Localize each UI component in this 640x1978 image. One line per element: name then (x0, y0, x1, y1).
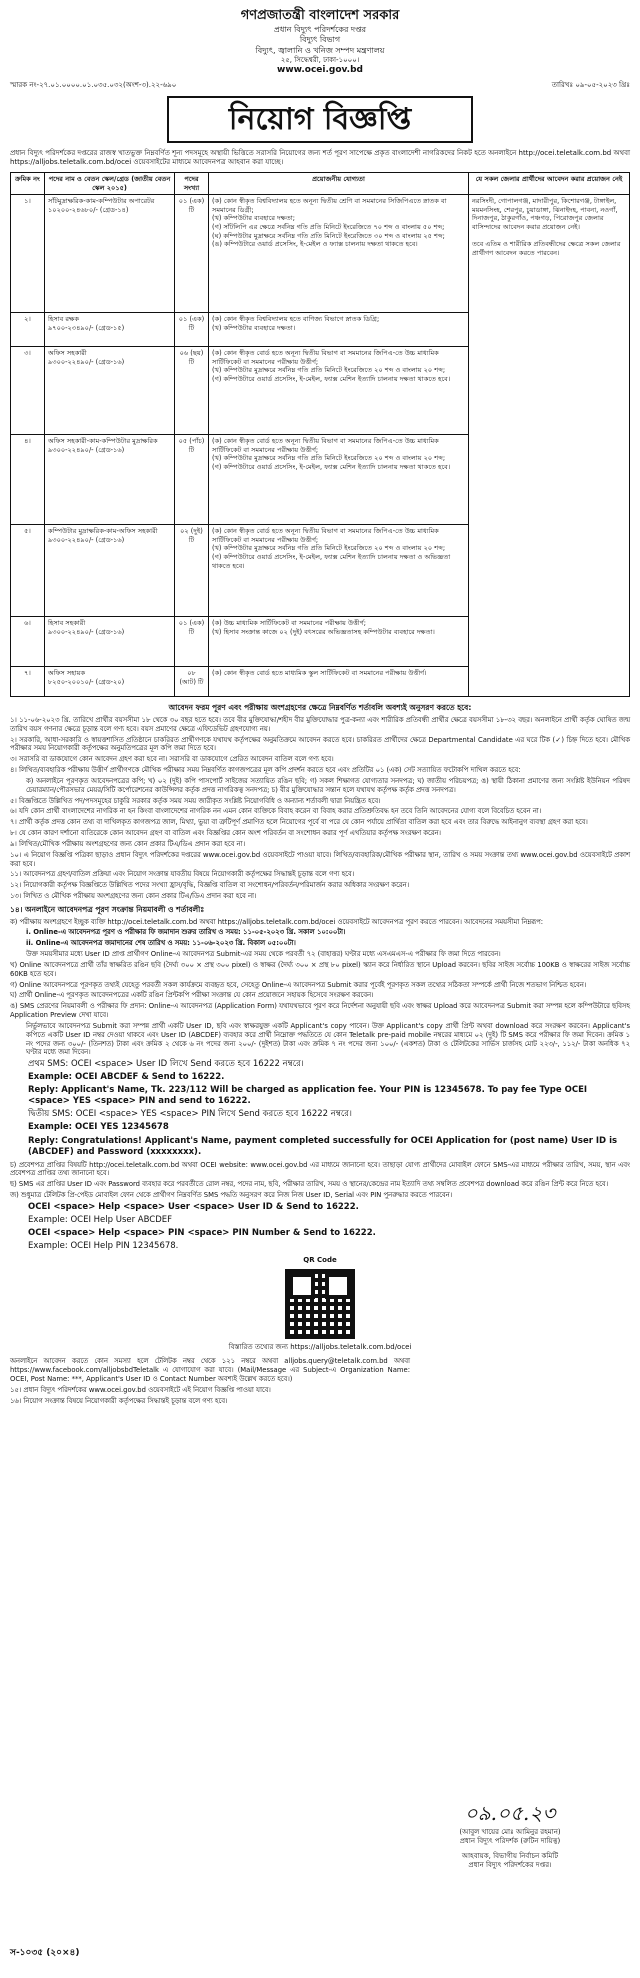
row-districts (469, 195, 630, 697)
list-item: নির্ভুলভাবে আবেদনপত্র Submit করা সম্পন্ন প্রার্থী একটি User ID, ছবি এবং স্বাক্ষরযুক্ত একটি Applicant's copy পাবেন। উক্ত Applicant's copy প্রার্থী প্রিন্ট অথবা download করে সংরক্ষণ করবেন। Applicant's কপিতে একটি User ID নম্বর দেওয়া থাকবে এবং User ID (ABCDEF) ব্যবহার করে প্রার্থী নিম্নোক্ত পদ্ধতিতে যে কোন Teletalk pre-paid mobile নম্বরের মাধ্যমে ০২ (দুই) টি SMS করে পরীক্ষার ফি জমা দিবেন। ক্রমিক ১ নং পদের জন্য ৩০০/- (তিনশত) টাকা এবং ক্রমিক ২ থেকে ৬ নং পদের জন্য ২০০/- (দুইশত) টাকা এবং ক্রমিক ৭ নং পদের জন্য ১০০/- (একশত) টাকা ও টেলিটকের সার্ভিস চার্জসহ মোট ২২৩/-, ১১২/- টাকা অনধিক ৭২ ঘণ্টার মধ্যে জমা দিবেন। (26, 1021, 630, 1057)
row-count: ০৫ (পাঁচ) টি (175, 435, 209, 525)
sms2-example: Example: OCEI YES 12345678 (28, 1122, 169, 1133)
row-post (45, 617, 175, 667)
list-item: ii. Online-এ আবেদনপত্র জমাদানের শেষ তারিখ ও সময়: ১১-০৬-২০২৩ খ্রি. বিকাল ০৫:০০টা। (26, 939, 296, 948)
post-name: হিসাব সহকারী (48, 619, 86, 628)
online-list (10, 918, 630, 1058)
govt-name: গণপ্রজাতন্ত্রী বাংলাদেশ সরকার (240, 8, 400, 23)
col-serial: ক্রমিক নং (11, 173, 45, 195)
row-post (45, 313, 175, 347)
post-scale: ৮২৫০-২০০১০/- (গ্রেড-২০) (48, 677, 125, 686)
row-count: ০১ (এক) টি (175, 313, 209, 347)
list-item: চ) প্রবেশপত্র প্রাপ্তির বিষয়টি http://ocei.teletalk.com.bd অথবা OCEI website: www.ocei.gov.bd এর মাধ্যমে জানানো হবে। তাছাড়া যোগ্য প্রার্থীদের মোবাইল ফোনে SMS-এর মাধ্যমে পরীক্ষার তারিখ, সময়, স্থান এবং প্রবেশপত্র প্রাপ্তির তথ্য জানানো হবে। (10, 1160, 630, 1178)
post-scale: ১০২০০-২৪৬৮০/- (গ্রেড-১৪) (48, 205, 129, 214)
row-serial: ৭। (11, 667, 45, 697)
conditions-list (10, 716, 630, 901)
posts-table-header (11, 173, 630, 195)
row-count: ০৬ (ছয়) টি (175, 347, 209, 435)
list-item: ছ) SMS এর প্রাপ্তির User ID এবং Password ব্যবহার করে পরবর্তীতে রোল নম্বর, পদের নাম, ছবি, পরীক্ষার তারিখ, সময় ও স্থানের/কেন্দ্রের নাম ইত্যাদি তথ্য সম্বলিত প্রবেশপত্র download করে রঙিন প্রিন্ট করে নিতে হবে। (10, 1180, 609, 1189)
post-name: সাঁটমুদ্রাক্ষরিক-কাম-কম্পিউটার অপারেটর (48, 197, 155, 206)
row-count: ০১ (এক) টি (175, 195, 209, 313)
post-scale: ৯৩০০-২২৪৯০/- (গ্রেড-১৬) (48, 535, 125, 544)
online-list-2 (10, 1161, 630, 1200)
row-serial: ১। (11, 195, 45, 313)
memo-date: তারিখঃ ০৯-০৫-২০২৩ খ্রিঃ (551, 80, 630, 89)
row-post (45, 435, 175, 525)
list-item: ৩। সরাসরি বা ডাকযোগে কোন আবেদন গ্রহণ করা হবে না। সরাসরি বা ডাকযোগে প্রেরিত আবেদন বাতিল বলে গণ্য হবে। (10, 755, 334, 764)
col-post-name: পদের নাম ও বেতন স্কেল/গ্রেড (জাতীয় বেতন স্কেল ২০১৫) (45, 173, 175, 195)
ministry-name: বিদ্যুৎ, জ্বালানি ও খনিজ সম্পদ মন্ত্রণালয় (255, 45, 385, 55)
post-name: অফিস সহকারী-কাম-কম্পিউটার মুদ্রাক্ষরিক (48, 437, 158, 446)
row-count: ০২ (দুই) টি (175, 525, 209, 617)
footer-code: স-১০৩৫ (২০×৪) (10, 1948, 80, 1959)
division-name: বিদ্যুৎ বিভাগ (299, 35, 341, 45)
header (10, 8, 630, 77)
list-item: ঙ) SMS প্রেরণের নিয়মাবলী ও পরীক্ষার ফি প্রদান: Online-এ আবেদনপত্র (Application Form) যথাযথভাবে পূরণ করে নির্দেশনা অনুযায়ী ছবি এবং স্বাক্ষর Upload করে আবেদনপত্র Submit করা সম্পন্ন হলে কম্পিউটারে ছবিসহ Application Preview দেখা যাবে। (10, 1002, 630, 1020)
row-qualification: (ক) কোন স্বীকৃত বোর্ড হতে অনূন্য দ্বিতীয় বিভাগ বা সমমানের জিপিএ-তে উচ্চ মাধ্যমিক সার্টিফিকেট বা সমমানের পরীক্ষায় উত্তীর্ণ; (খ) কম্পিউটার মুদ্রাক্ষরে সর্বনিম্ন গতি প্রতি মিনিটে ইংরেজিতে ২০ শব্দ ও বাংলায় ২০ শব্দ; (গ) কম্পিউটারে ওয়ার্ড প্রসেসিং, ই-মেইল, ফ্যাক্স মেশিন ইত্যাদি চালনায় দক্ষতা থাকতে হবে। (209, 347, 469, 435)
signatory-committee: আহবায়ক, বিভাগীয় নির্বাচন কমিটি (461, 1852, 559, 1861)
post-scale: ৯৩০০-২২৪৯০/- (গ্রেড-১৬) (48, 627, 125, 636)
excluded-districts: নরসিংদী, গোপালগঞ্জ, মাদারীপুর, কিশোরগঞ্জ, টাঙ্গাইল, ময়মনসিংহ, শেরপুর, চুয়াডাঙ্গা, ঝিনাইদহ, পাবনা, নওগাঁ, দিনাজপুর, ঠাকুরগাঁও, পঞ্চগড়, পিরোজপুর জেলার বাসিন্দাদের আবেদন করার প্রয়োজন নেই। (472, 197, 618, 231)
office-name: প্রধান বিদ্যুৎ পরিদর্শকের দপ্তর (273, 24, 367, 34)
col-qualification: প্রয়োজনীয় যোগ্যতা (209, 173, 469, 195)
list-item: ক) অনলাইনে পূরণকৃত আবেদনপত্রের কপি; খ) ০২ (দুই) কপি পাসপোর্ট সাইজের সত্যায়িত রঙিন ছবি; গ) সকল শিক্ষাগত যোগ্যতার সনদপত্র; ঘ) জাতীয় পরিচয়পত্র; ঙ) স্থায়ী ঠিকানা প্রমাণের জন্য সংশ্লিষ্ট ইউনিয়ন পরিষদ চেয়ারম্যান/পৌরসভার মেয়র/সিটি কর্পোরেশনের কাউন্সিলর কর্তৃক প্রদত্ত নাগরিকত্ব সনদপত্র; চ) বীর মুক্তিযোদ্ধার সন্তান হলে যথাযথ কর্তৃপক্ষ কর্তৃক প্রদত্ত সনদপত্র। (26, 776, 630, 794)
list-item: ৭। প্রার্থী কর্তৃক প্রদত্ত কোন তথ্য বা দাখিলকৃত কাগজপত্র জাল, মিথ্যা, ভুয়া বা ত্রুটিপূর্ণ প্রমাণিত হলে নিয়োগের পূর্বে বা পরে যে কোন পর্যায়ে প্রার্থিতা বাতিল করা হবে এবং তার বিরুদ্ধে আইনানুগ ব্যবস্থা গ্রহণ করা হবে। (10, 818, 588, 827)
list-item: ক) পরীক্ষায় অংশগ্রহণে ইচ্ছুক ব্যক্তি http://ocei.teletalk.com.bd অথবা https://alljobs.teletalk.com.bd/ocei ওয়েবসাইটে আবেদনপত্র পূরণ করতে পারবেন। আবেদনের সময়সীমা নিম্নরূপ: (10, 917, 543, 926)
list-item: ২। সরকারি, আধা-সরকারি ও স্বায়ত্তশাসিত প্রতিষ্ঠানে চাকরিরত প্রার্থীগণকে যথাযথ কর্তৃপক্ষের অনুমতিক্রমে আবেদন করতে হবে। চাকরিরত প্রার্থীদের ক্ষেত্রে Departmental Candidate এর ঘরে টিক (✓) চিহ্ন দিতে হবে। মৌখিক পরীক্ষার সময় নিয়োগকারী কর্তৃপক্ষের অনুমতিপত্রের মূল কপি জমা দিতে হবে। (10, 735, 630, 753)
signature-block (410, 1800, 610, 1870)
col-post-count: পদের সংখ্যা (175, 173, 209, 195)
footer-notes (10, 1357, 410, 1405)
reference-row (10, 81, 630, 90)
list-item: ৪। লিখিত/ব্যবহারিক পরীক্ষায় উত্তীর্ণ প্রার্থীগণকে মৌখিক পরীক্ষার সময় নিম্নবর্ণিত কাগজপত্রের মূল কপি প্রদর্শন করতে হবে এবং প্রতিটির ০১ (এক) সেট সত্যায়িত ফটোকপি দাখিল করতে হবে: (10, 766, 521, 775)
memo-number: স্মারক নং-২৭.০১.০০০০.০১.০৩৫.০৩২(অংশ-৩).২২-৬৯০ (10, 80, 177, 89)
title-wrap (10, 96, 630, 143)
row-qualification: (ক) উচ্চ মাধ্যমিক সার্টিফিকেট বা সমমানের পরীক্ষায় উত্তীর্ণ; (খ) হিসাব সংক্রান্ত কাজে ০২ (দুই) বৎসরের অভিজ্ঞতাসহ কম্পিউটার ব্যবহারে দক্ষতা। (209, 617, 469, 667)
list-item: ৯। লিখিত/মৌখিক পরীক্ষায় অংশগ্রহণের জন্য কোন প্রকার টিএ/ডিএ প্রদান করা হবে না। (10, 839, 246, 848)
row-count: ০১ (এক) টি (175, 617, 209, 667)
list-item: ১। ১১-০৬-২০২৩ খ্রি. তারিখে প্রার্থীর বয়সসীমা ১৮ থেকে ৩০ বছর হতে হবে। তবে বীর মুক্তিযোদ্ধা/শহীদ বীর মুক্তিযোদ্ধার পুত্র-কন্যা এবং শারীরিক প্রতিবন্ধী প্রার্থীর ক্ষেত্রে বয়সসীমা ১৮-৩২ বছর। অনলাইনে প্রার্থী কর্তৃক ঘোষিত জন্ম তারিখ বয়স গণনার ক্ষেত্রে চূড়ান্ত বলে গণ্য হবে। বয়স প্রমাণের ক্ষেত্রে এফিডেভিট গ্রহণযোগ্য নয়। (10, 716, 630, 733)
signatory-office: প্রধান বিদ্যুৎ পরিদর্শকের দপ্তর। (468, 1861, 552, 1870)
list-item: উক্ত সময়সীমার মধ্যে User ID প্রাপ্ত প্রার্থীগণ Online-এ আবেদনপত্র Submit-এর সময় থেকে পরবর্তী ৭২ (বাহাত্তর) ঘণ্টার মধ্যে এসএমএস-এ পরীক্ষার ফি জমা দিতে পারবেন। (26, 950, 501, 959)
sms1-example: Example: OCEI ABCDEF & Send to 16222. (28, 1072, 225, 1083)
help-pin-sms: OCEI <space> Help <space> PIN <space> PIN Number & Send to 16222. (28, 1228, 376, 1239)
list-item: ৮। যে কোন কারণ দর্শানো ব্যতিরেকে কোন আবেদন গ্রহণ বা বাতিল এবং বিজ্ঞপ্তির কোন অংশ পরিবর্তন বা সংশোধন করার পূর্ণ এখতিয়ার কর্তৃপক্ষ সংরক্ষণ করেন। (10, 829, 441, 838)
list-item: ১১। আবেদনপত্র গ্রহণ/বাতিল প্রক্রিয়া এবং নিয়োগ সংক্রান্ত যাবতীয় বিষয়ে নিয়োগকারী কর্তৃপক্ষের সিদ্ধান্তই চূড়ান্ত বলে গণ্য হবে। (10, 870, 355, 879)
list-item: ১৬। নিয়োগ সংক্রান্ত বিষয়ে নিয়োগকারী কর্তৃপক্ষের সিদ্ধান্তই চূড়ান্ত বলে গণ্য হবে। (10, 1396, 228, 1405)
signature-mark: ০৯.০৫.২৩ (464, 1801, 556, 1825)
post-scale: ৯৩০০-২২৪৯০/- (গ্রেড-১৬) (48, 445, 125, 454)
post-scale: ৯৭০০-২৩৪৯০/- (গ্রেড-১৫) (48, 323, 125, 332)
row-post (45, 195, 175, 313)
sms1-label: প্রথম SMS: OCEI <space> User ID লিখে Send করতে হবে 16222 নম্বরে। (28, 1059, 304, 1070)
row-serial: ২। (11, 313, 45, 347)
post-scale: ৯৩০০-২২৪৯০/- (গ্রেড-১৬) (48, 357, 125, 366)
qr-label: QR Code (303, 1256, 337, 1265)
post-name: কম্পিউটার মুদ্রাক্ষরিক-কাম-অফিস সহকারী (48, 527, 158, 536)
row-qualification: (ক) কোন স্বীকৃত বোর্ড হতে অনূন্য দ্বিতীয় বিভাগ বা সমমানের জিপিএ-তে উচ্চ মাধ্যমিক সার্টিফিকেট বা সমমানের পরীক্ষায় উত্তীর্ণ; (খ) কম্পিউটার মুদ্রাক্ষরে সর্বনিম্ন গতি প্রতি মিনিটে ইংরেজিতে ২০ শব্দ ও বাংলায় ২০ শব্দ; (গ) কম্পিউটারে ওয়ার্ড প্রসেসিং, ই-মেইল, ফ্যাক্স মেশিন ইত্যাদি চালনায় দক্ষতা থাকতে হবে। (209, 435, 469, 525)
row-qualification: (ক) কোন স্বীকৃত বোর্ড হতে অনূন্য দ্বিতীয় বিভাগ বা সমমানের জিপিএ-তে উচ্চ মাধ্যমিক সার্টিফিকেট বা সমমানের পরীক্ষায় উত্তীর্ণ; (খ) কম্পিউটার মুদ্রাক্ষরে সর্বনিম্ন গতি প্রতি মিনিটে ইংরেজিতে ২০ শব্দ ও বাংলায় ২০ শব্দ; (গ) কম্পিউটারে ওয়ার্ড প্রসেসিং, ই-মেইল, ফ্যাক্স মেশিন ইত্যাদি চালনায় দক্ষতা ও অভিজ্ঞতা থাকতে হবে। (209, 525, 469, 617)
intro-text: প্রধান বিদ্যুৎ পরিদর্শকের দপ্তরের রাজস্ব খাতভুক্ত নিম্নবর্ণিত শূন্য পদসমূহে অস্থায়ী ভিত্তিতে সরাসরি নিয়োগের জন্য শর্ত পূরণ সাপেক্ষে প্রকৃত বাংলাদেশী নাগরিকদের নিকট হতে অনলাইনে http://ocei.teletalk.com.bd অথবা https://alljobs.teletalk.com.bd/ocei ওয়েবসাইটের মাধ্যমে আবেদনপত্র আহবান করা যাচ্ছে। (10, 148, 630, 167)
list-item: গ) Online আবেদনপত্রে পূরণকৃত তথ্যই যেহেতু পরবর্তী সকল কার্যক্রমে ব্যবহৃত হবে, সেহেতু Online-এ আবেদনপত্র Submit করার পূর্বেই পূরণকৃত সকল তথ্যের সঠিকতা সম্পর্কে প্রার্থী নিজে শতভাগ নিশ্চিত হবেন। (10, 980, 587, 989)
post-name: হিসাব রক্ষক (48, 315, 79, 324)
list-item: ৬। যদি কোন প্রার্থী বাংলাদেশের নাগরিক না হন কিংবা বাংলাদেশের নাগরিক নন এমন কোন ব্যক্তিকে বিবাহ করেন বা বিবাহ করার প্রতিশ্রুতিবদ্ধ হন তবে তিনি আবেদনের যোগ্য বলে বিবেচিত হবেন না। (10, 807, 542, 816)
list-item: ৫। বিজ্ঞপ্তিতে উল্লিখিত পদ/পদসমূহের চাকুরি সরকার কর্তৃক সময় সময় জারীকৃত সংশ্লিষ্ট নিয়োগবিধি ও অন্যান্য শর্তাবলী দ্বারা নিয়ন্ত্রিত হবে। (10, 796, 381, 805)
list-item: অনলাইনে আবেদন করতে কোন সমস্যা হলে টেলিটক নম্বর থেকে ১২১ নম্বরে অথবা alljobs.query@teletalk.com.bd অথবা https://www.facebook.com/alljobsbdTeletalk এ যোগাযোগ করা যাবে। (Mail/Message এর Subject-এ Organization Name: OCEI, Post Name: ***, Applicant's User ID ও Contact Number অবশ্যই উল্লেখ করতে হবে।) (10, 1357, 410, 1383)
sms1-reply: Reply: Applicant's Name, Tk. 223/112 Will be charged as application fee. Your PIN is 12345678. To pay fee Type OCEI <space> YES <space> PIN and send to 16222. (28, 1085, 588, 1107)
row-post (45, 525, 175, 617)
list-item: ১০। এ নিয়োগ বিজ্ঞপ্তি পত্রিকা ছাড়াও প্রধান বিদ্যুৎ পরিদর্শকের দপ্তরের www.ocei.gov.bd ওয়েবসাইটে পাওয়া যাবে। লিখিত/ব্যবহারিক/মৌখিক পরীক্ষার স্থান, তারিখ ও সময় সংক্রান্ত তথ্য www.ocei.gov.bd ওয়েবসাইটে প্রকাশ করা হবে। (10, 850, 630, 868)
list-item: ১২। নিয়োগকারী কর্তৃপক্ষ বিজ্ঞপ্তিতে উল্লিখিত পদের সংখ্যা হ্রাস/বৃদ্ধি, বিজ্ঞপ্তি বাতিল বা সংশোধন/পরিবর্তন/পরিমার্জন করার অধিকার সংরক্ষণ করেন। (10, 881, 410, 890)
row-post (45, 347, 175, 435)
office-website[interactable]: www.ocei.gov.bd (277, 65, 363, 76)
row-qualification: (ক) কোন স্বীকৃত বিশ্ববিদ্যালয় হতে অনূন্য দ্বিতীয় শ্রেণি বা সমমানের সিজিপিএতে স্নাতক বা সমমানের ডিগ্রী; (খ) কম্পিউটার ব্যবহারে দক্ষতা; (গ) সাঁটলিপি এর ক্ষেত্রে সর্বনিম্ন গতি প্রতি মিনিটে ইংরেজিতে ৭০ শব্দ ও বাংলায় ৫০ শব্দ; (ঘ) কম্পিউটার মুদ্রাক্ষরে সর্বনিম্ন গতি প্রতি মিনিটে ইংরেজিতে ৩০ শব্দ ও বাংলায় ২৫ শব্দ; (ঙ) কম্পিউটারে ওয়ার্ড প্রসেসিং, ই-মেইল ও ফ্যাক্স চালনায় দক্ষতা থাকতে হবে। (209, 195, 469, 313)
post-name: অফিস সহকারী (48, 349, 87, 358)
online-heading: ১৪। অনলাইনে আবেদনপত্র পূরণ সংক্রান্ত নিয়মাবলী ও শর্তাবলীঃ (10, 904, 205, 914)
signatory-name: (আবুল খায়ের মোঃ আমিনুর রহমান) (459, 1828, 561, 1836)
help-user-sms: OCEI <space> Help <space> User <space> User ID & Send to 16222. (28, 1201, 359, 1212)
row-serial: ৩। (11, 347, 45, 435)
sms2-reply: Reply: Congratulations! Applicant's Name, payment completed successfully for OCEI Application for (post name) User ID is (ABCDEF) and Password (xxxxxxxx). (28, 1135, 618, 1157)
row-post (45, 667, 175, 697)
table-row (11, 195, 630, 313)
list-item: খ) Online আবেদনপত্রে প্রার্থী তাঁর স্বাক্ষরিত রঙিন ছবি (দৈর্ঘ্য ৩০০ × প্রস্থ ৩০০ pixel) ও স্বাক্ষর (দৈর্ঘ্য ৩০০ × প্রস্থ ৮০ pixel) স্ক্যান করে নির্ধারিত স্থানে Upload করবেন। ছবির সাইজ সর্বোচ্চ 100KB ও স্বাক্ষরের সাইজ সর্বোচ্চ 60KB হতে হবে। (10, 960, 630, 978)
qr-caption: বিস্তারিত তথ্যের জন্য https://alljobs.teletalk.com.bd/ocei (228, 1343, 412, 1352)
office-address: ২৫, সিদ্ধেশ্বরী, ঢাকা-১০০০। (280, 56, 360, 65)
row-qualification: (ক) কোন স্বীকৃত বোর্ড হতে মাধ্যমিক স্কুল সার্টিফিকেট বা সমমানের পরীক্ষায় উত্তীর্ণ। (209, 667, 469, 697)
row-qualification: (ক) কোন স্বীকৃত বিশ্ববিদ্যালয় হতে বাণিজ্য বিভাগে স্নাতক ডিগ্রি; (খ) কম্পিউটার ব্যবহারে দক্ষতা। (209, 313, 469, 347)
row-serial: ৬। (11, 617, 45, 667)
list-item: ১৩। লিখিত ও মৌখিক পরীক্ষায় অংশগ্রহণের জন্য কোন প্রকার টিএ/ডিএ প্রদান করা হবে না। (10, 892, 257, 901)
row-count: ০৮ (আট) টি (175, 667, 209, 697)
post-name: অফিস সহায়ক (48, 669, 86, 678)
list-item: জ) শুধুমাত্র টেলিটক প্রি-পেইড মোবাইল ফোন থেকে প্রার্থীগণ নিম্নবর্ণিত SMS পদ্ধতি অনুসরণ করে নিজ নিজ User ID, Serial এবং PIN পুনরুদ্ধার করতে পারবেন। (10, 1191, 453, 1200)
row-serial: ৪। (11, 435, 45, 525)
conditions-heading: আবেদন ফরম পূরণ এবং পরীক্ষায় অংশগ্রহণের ক্ষেত্রে নিম্নবর্ণিত শর্তাবলি অবশ্যই অনুসরণ করতে হবে: (168, 703, 472, 713)
row-serial: ৫। (11, 525, 45, 617)
help-pin-example: Example: OCEI Help PIN 12345678. (28, 1241, 179, 1252)
notice-title: নিয়োগ বিজ্ঞপ্তি (167, 96, 473, 143)
posts-table (10, 172, 630, 697)
district-exception: তবে এতিম ও শারীরিক প্রতিবন্ধীদের ক্ষেত্রে সকল জেলার প্রার্থীগণ আবেদন করতে পারবেন। (472, 240, 621, 257)
list-item: ১৫। প্রধান বিদ্যুৎ পরিদর্শকের www.ocei.gov.bd ওয়েবসাইটে এই নিয়োগ বিজ্ঞপ্তি পাওয়া যাবে। (10, 1385, 271, 1394)
list-item: ঘ) প্রার্থী Online-এ পূরণকৃত আবেদনপত্রের একটি রঙিন প্রিন্টকপি পরীক্ষা সংক্রান্ত যে কোন প্রয়োজনে সহায়ক হিসেবে সংরক্ষণ করবেন। (10, 991, 374, 1000)
sms2-label: দ্বিতীয় SMS: OCEI <space> YES <space> PIN লিখে Send করতে হবে 16222 নম্বরে। (28, 1109, 352, 1120)
help-user-example: Example: OCEI Help User ABCDEF (28, 1214, 173, 1225)
col-districts: যে সকল জেলার প্রার্থীদের আবেদন করার প্রয়োজন নেই (469, 173, 630, 195)
signatory-title: প্রধান বিদ্যুৎ পরিদর্শক (রুটিন দায়িত্ব) (459, 1837, 561, 1846)
qr-code-icon[interactable] (285, 1269, 355, 1339)
list-item: i. Online-এ আবেদনপত্র পূরণ ও পরীক্ষার ফি জমাদান শুরুর তারিখ ও সময়: ১১-০৫-২০২৩ খ্রি. সকাল ১০:০০টা। (26, 928, 346, 937)
